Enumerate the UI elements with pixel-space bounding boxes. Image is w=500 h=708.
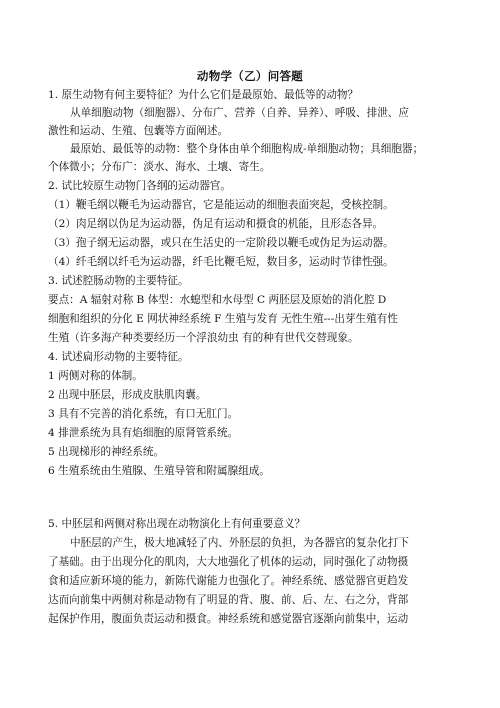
answer-line: 食和适应新环境的能力，新陈代谢能力也强化了。神经系统、感觉器官更趋发: [48, 575, 409, 587]
answer-line: 4 排泄系统为具有焰细胞的原肾管系统。: [48, 427, 239, 439]
question-2: 2. 试比较原生动物门各纲的运动器官。: [48, 180, 231, 192]
question-3: 3. 试述腔肠动物的主要特征。: [48, 275, 189, 287]
answer-line: 个体微小；分布广：淡水、海水、土壤、寄生。: [48, 161, 271, 173]
answer-line: 5 出现梯形的神经系统。: [48, 446, 165, 458]
answer-line: 从单细胞动物（细胞器）、分布广、营养（自养、异养）、呼吸、排泄、应: [70, 107, 409, 119]
question-4: 4. 试述扁形动物的主要特征。: [48, 351, 189, 363]
answer-line: 2 出现中胚层，形成皮肤肌肉囊。: [48, 389, 207, 401]
answer-line: 激性和运动、生殖、包囊等方面阐述。: [48, 125, 229, 137]
answer-line: 1 两侧对称的体制。: [48, 370, 143, 382]
answer-line: 起保护作用，腹面负责运动和摄食。神经系统和感觉器官逐渐向前集中，运动: [48, 613, 409, 625]
answer-line: 6 生殖系统由生殖腺、生殖导管和附属腺组成。: [48, 465, 270, 477]
answer-line: 细胞和组织的分化 E 网状神经系统 F 生殖与发育 无性生殖---出芽生殖有性: [48, 313, 398, 325]
answer-line: （2）肉足纲以伪足为运动器，伪足有运动和摄食的机能，且形态各异。: [48, 218, 384, 230]
answer-line: 生殖（许多海产种类要经历一个浮浪幼虫 有的种有世代交替现象。: [48, 332, 359, 344]
answer-line: （4）纤毛纲以纤毛为运动器，纤毛比鞭毛短，数目多，运动时节律性强。: [48, 256, 394, 268]
answer-line: 中胚层的产生，极大地减轻了内、外胚层的负担，为各器官的复杂化打下: [70, 537, 409, 549]
document-title: 动物学（乙）问答题: [196, 69, 304, 83]
question-1: 1. 原生动物有何主要特征？为什么它们是最原始、最低等的动物？: [48, 89, 359, 101]
answer-line: 要点：A 辐射对称 B 体型：水螅型和水母型 C 两胚层及原始的消化腔 D: [48, 294, 387, 306]
answer-line: 最原始、最低等的动物：整个身体由单个细胞构成-单细胞动物；具细胞器；: [70, 143, 424, 155]
answer-line: 3 具有不完善的消化系统，有口无肛门。: [48, 408, 239, 420]
answer-line: 达而向前集中两侧对称是动物有了明显的背、腹、前、后、左、右之分，背部: [48, 594, 409, 606]
question-5: 5. 中胚层和两侧对称出现在动物演化上有何重要意义？: [48, 518, 306, 530]
answer-line: 了基础。由于出现分化的肌肉，大大地强化了机体的运动，同时强化了动物摄: [48, 556, 409, 568]
answer-line: （1）鞭毛纲以鞭毛为运动器官，它是能运动的细胞表面突起，受核控制。: [48, 199, 394, 211]
answer-line: （3）孢子纲无运动器，或只在生活史的一定阶段以鞭毛或伪足为运动器。: [48, 237, 394, 249]
